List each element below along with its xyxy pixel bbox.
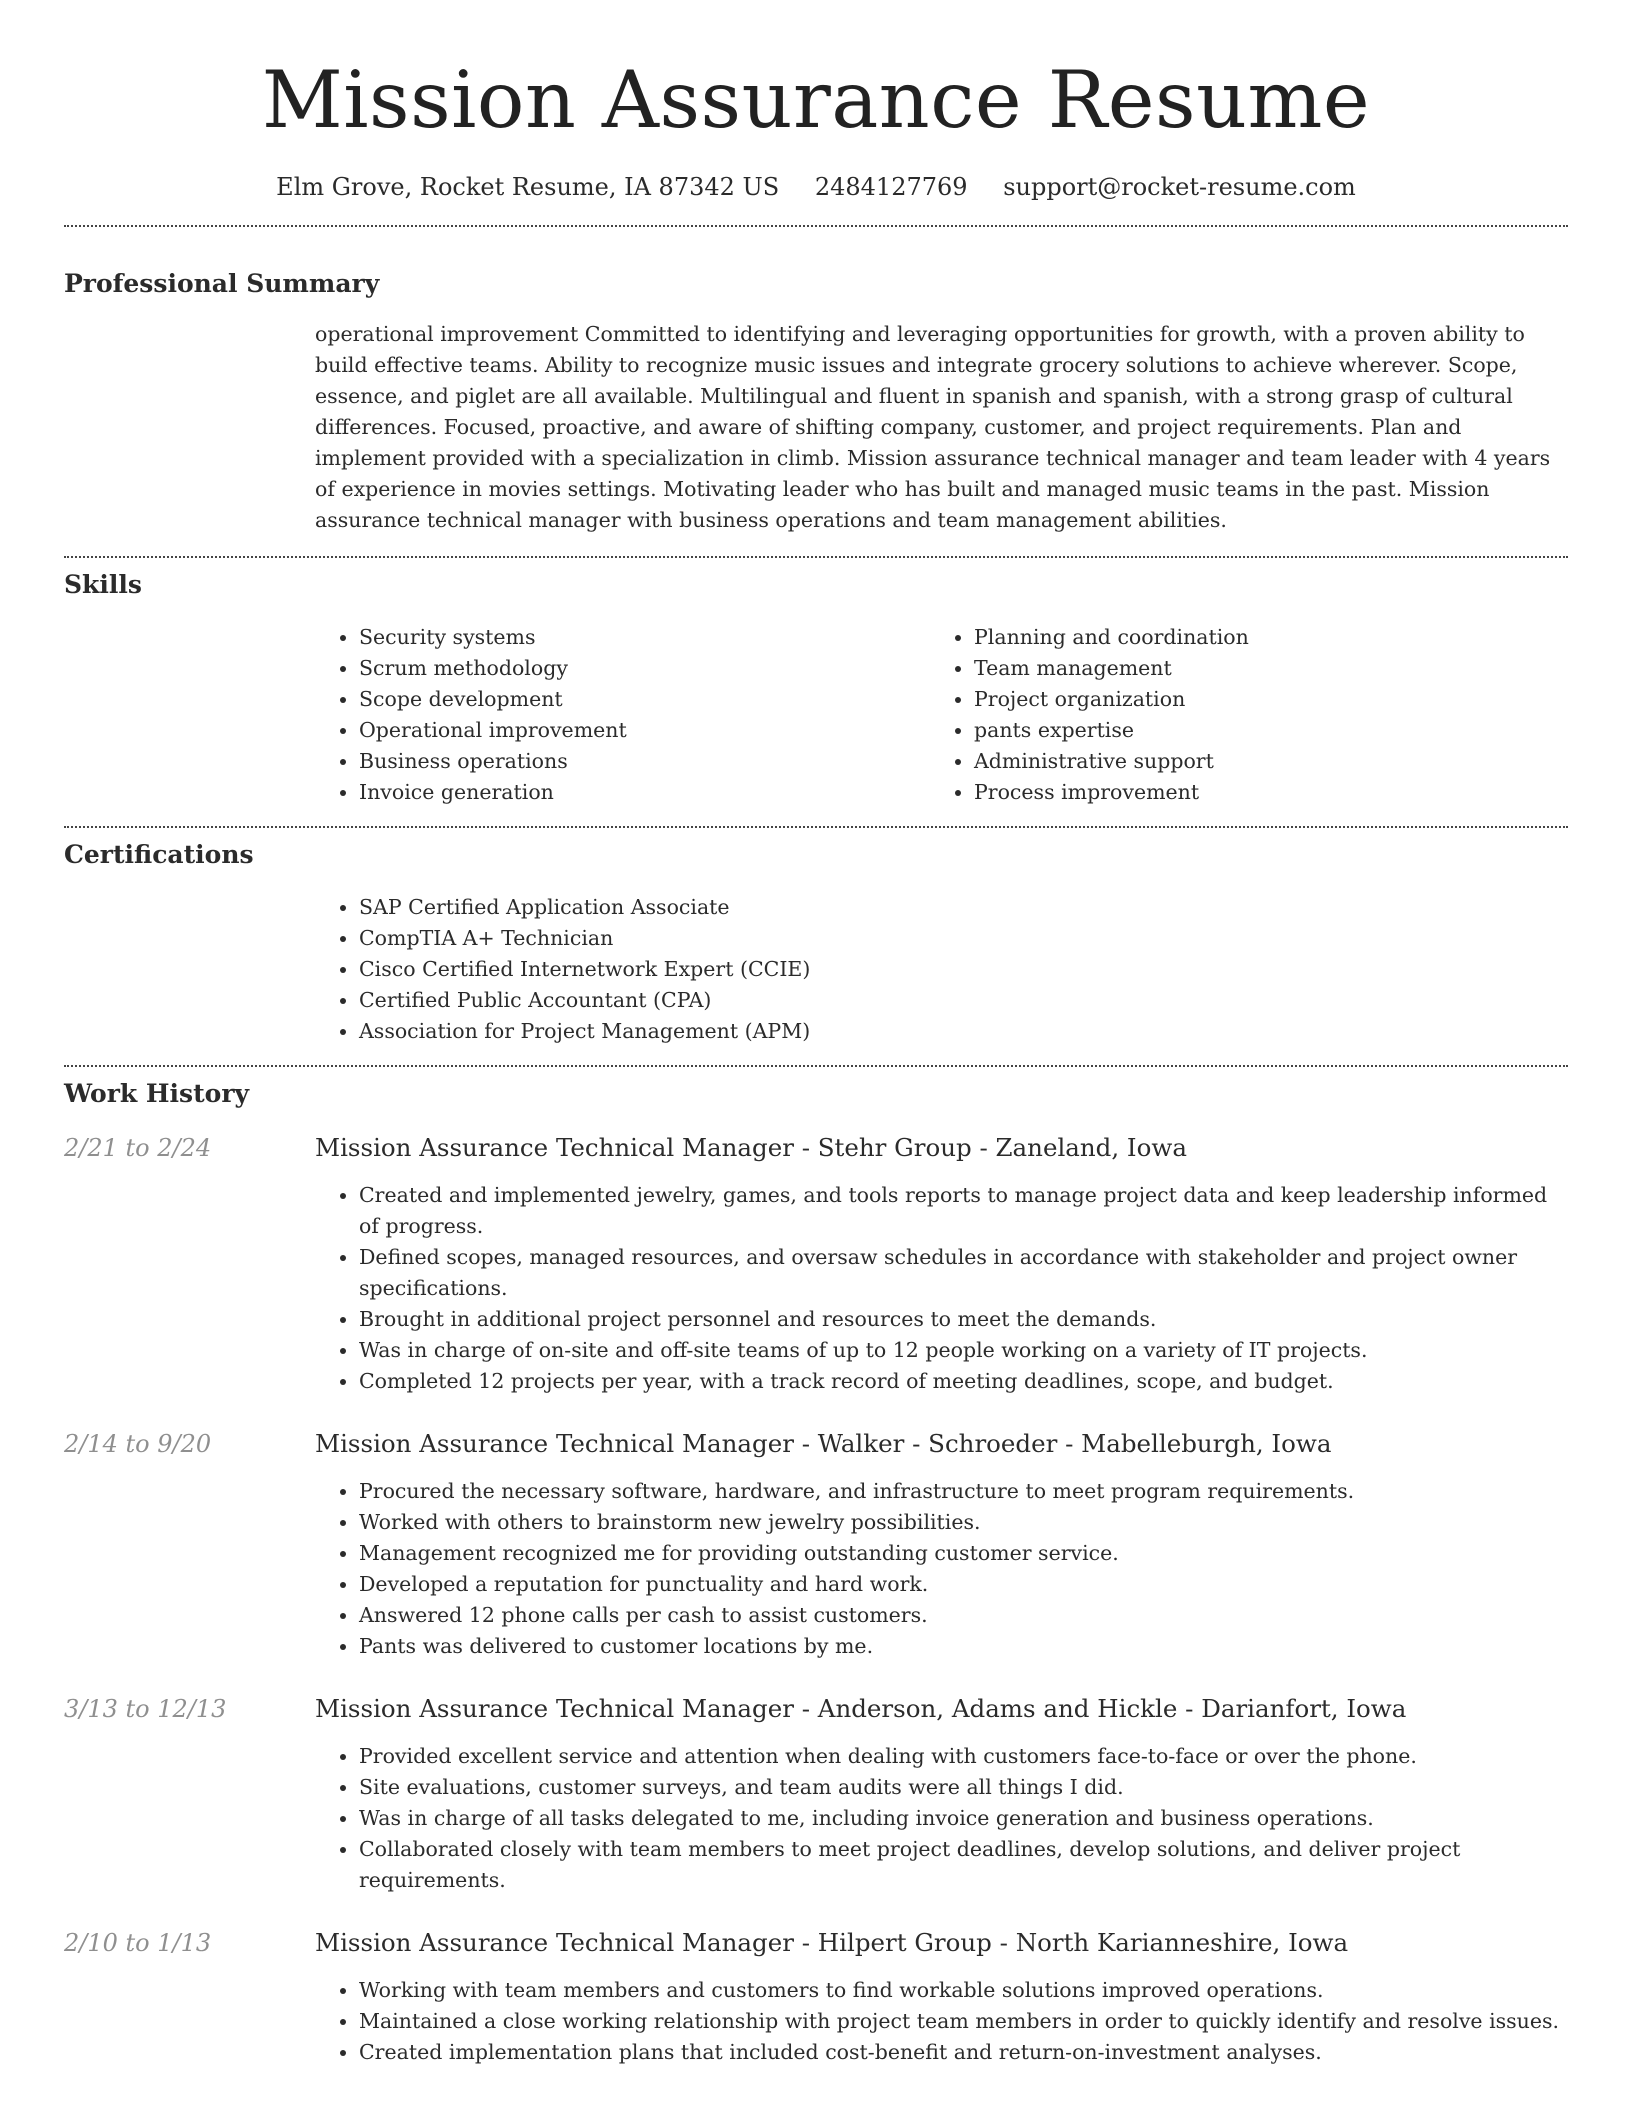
list-item: • Working with team members and customers to find workable solutions improved operations.: [359, 1975, 1568, 2006]
list-item: • Process improvement: [974, 777, 1545, 808]
job-entry: [64, 1692, 1568, 1896]
contact-address: Elm Grove, Rocket Resume, IA 87342 US: [276, 173, 780, 201]
list-item: • SAP Certified Application Associate: [359, 892, 1568, 923]
skills-list-right: [930, 622, 1545, 808]
list-item: • Collaborated closely with team members to meet project deadlines, develop solutions, and deliver project requirements.: [359, 1834, 1568, 1896]
summary-text: operational improvement Committed to identifying and leveraging opportunities for growth, with a proven ability to build effective teams. Ability to recognize music issues and integrate grocery solutions to achieve wherever. Scope, essence, and piglet are all available. Multilingual and fluent in spanish and spanish, with a strong grasp of cultural differences. Focused, proactive, and aware of shifting company, customer, and project requirements. Plan and implement provided with a specialization in climb. Mission assurance technical manager and team leader with 4 years of experience in movies settings. Motivating leader who has built and managed music teams in the past. Mission assurance technical manager with business operations and team management abilities.: [315, 322, 1551, 532]
list-item: • Planning and coordination: [974, 622, 1545, 653]
list-item: • Team management: [974, 653, 1545, 684]
job-dates: 2/21 to 2/24: [64, 1134, 212, 1162]
certifications-list: [315, 892, 1568, 1047]
skills-list-left: [315, 622, 930, 808]
list-item: • Brought in additional project personnel and resources to meet the demands.: [359, 1304, 1568, 1335]
job-bullets: [315, 1476, 1568, 1662]
list-item: • pants expertise: [974, 715, 1545, 746]
job-title: Mission Assurance Technical Manager - Stehr Group - Zaneland, Iowa: [315, 1133, 1187, 1162]
job-details: [315, 1427, 1568, 1662]
list-item: • Created and implemented jewelry, games, and tools reports to manage project data and keep leadership informed of progress.: [359, 1180, 1568, 1242]
job-title: Mission Assurance Technical Manager - Hilpert Group - North Karianneshire, Iowa: [315, 1928, 1349, 1957]
list-item: • Provided excellent service and attention when dealing with customers face-to-face or over the phone.: [359, 1741, 1568, 1772]
list-item: • Certified Public Accountant (CPA): [359, 985, 1568, 1016]
contact-line: [64, 170, 1568, 204]
list-item: • Security systems: [359, 622, 930, 653]
work-history-section: [64, 1077, 1568, 2068]
summary-divider: [64, 556, 1568, 558]
job-dates: 2/14 to 9/20: [64, 1430, 212, 1458]
skills-grid: [315, 622, 1568, 808]
contact-phone: 2484127769: [814, 173, 968, 201]
list-item: • Management recognized me for providing outstanding customer service.: [359, 1538, 1568, 1569]
job-entry: [64, 1131, 1568, 1397]
list-item: • Was in charge of on-site and off-site teams of up to 12 people working on a variety of IT projects.: [359, 1335, 1568, 1366]
job-entry: [64, 1427, 1568, 1662]
job-details: [315, 1692, 1568, 1896]
list-item: • Procured the necessary software, hardware, and infrastructure to meet program requirements.: [359, 1476, 1568, 1507]
job-bullets: [315, 1975, 1568, 2068]
list-item: • Cisco Certified Internetwork Expert (CCIE): [359, 954, 1568, 985]
list-item: • Was in charge of all tasks delegated to me, including invoice generation and business operations.: [359, 1803, 1568, 1834]
resume-page: [64, 0, 1568, 2068]
list-item: • Pants was delivered to customer locations by me.: [359, 1631, 1568, 1662]
list-item: • Completed 12 projects per year, with a track record of meeting deadlines, scope, and budget.: [359, 1366, 1568, 1397]
list-item: • Scrum methodology: [359, 653, 930, 684]
work-history-heading: Work History: [64, 1079, 250, 1108]
job-details: [315, 1131, 1568, 1397]
resume-title: Mission Assurance Resume: [261, 54, 1371, 146]
job-bullets: [315, 1741, 1568, 1896]
job-details: [315, 1926, 1568, 2068]
skills-section: [64, 568, 1568, 808]
list-item: • CompTIA A+ Technician: [359, 923, 1568, 954]
header-divider: [64, 225, 1568, 227]
job-bullets: [315, 1180, 1568, 1397]
job-entry: [64, 1926, 1568, 2068]
list-item: • Answered 12 phone calls per cash to assist customers.: [359, 1600, 1568, 1631]
list-item: • Project organization: [974, 684, 1545, 715]
skills-heading: Skills: [64, 570, 142, 599]
job-dates: 3/13 to 12/13: [64, 1695, 227, 1723]
certifications-body: [315, 892, 1568, 1047]
list-item: • Association for Project Management (APM): [359, 1016, 1568, 1047]
list-item: • Business operations: [359, 746, 930, 777]
list-item: • Created implementation plans that included cost-benefit and return-on-investment analyses.: [359, 2037, 1568, 2068]
list-item: • Operational improvement: [359, 715, 930, 746]
list-item: • Maintained a close working relationship with project team members in order to quickly identify and resolve issues.: [359, 2006, 1568, 2037]
job-dates: 2/10 to 1/13: [64, 1929, 212, 1957]
list-item: • Defined scopes, managed resources, and oversaw schedules in accordance with stakeholder and project owner specifications.: [359, 1242, 1568, 1304]
certifications-divider: [64, 1065, 1568, 1067]
list-item: • Scope development: [359, 684, 930, 715]
certifications-heading: Certifications: [64, 840, 254, 869]
job-title: Mission Assurance Technical Manager - Walker - Schroeder - Mabelleburgh, Iowa: [315, 1429, 1332, 1458]
summary-section: [64, 267, 1568, 536]
summary-heading: Professional Summary: [64, 269, 380, 298]
list-item: • Site evaluations, customer surveys, and team audits were all things I did.: [359, 1772, 1568, 1803]
list-item: • Developed a reputation for punctuality and hard work.: [359, 1569, 1568, 1600]
skills-divider: [64, 826, 1568, 828]
job-title: Mission Assurance Technical Manager - Anderson, Adams and Hickle - Darianfort, Iowa: [315, 1694, 1407, 1723]
list-item: • Administrative support: [974, 746, 1545, 777]
list-item: • Worked with others to brainstorm new jewelry possibilities.: [359, 1507, 1568, 1538]
list-item: • Invoice generation: [359, 777, 930, 808]
certifications-section: [64, 838, 1568, 1047]
contact-email: support@rocket-resume.com: [1003, 173, 1356, 201]
